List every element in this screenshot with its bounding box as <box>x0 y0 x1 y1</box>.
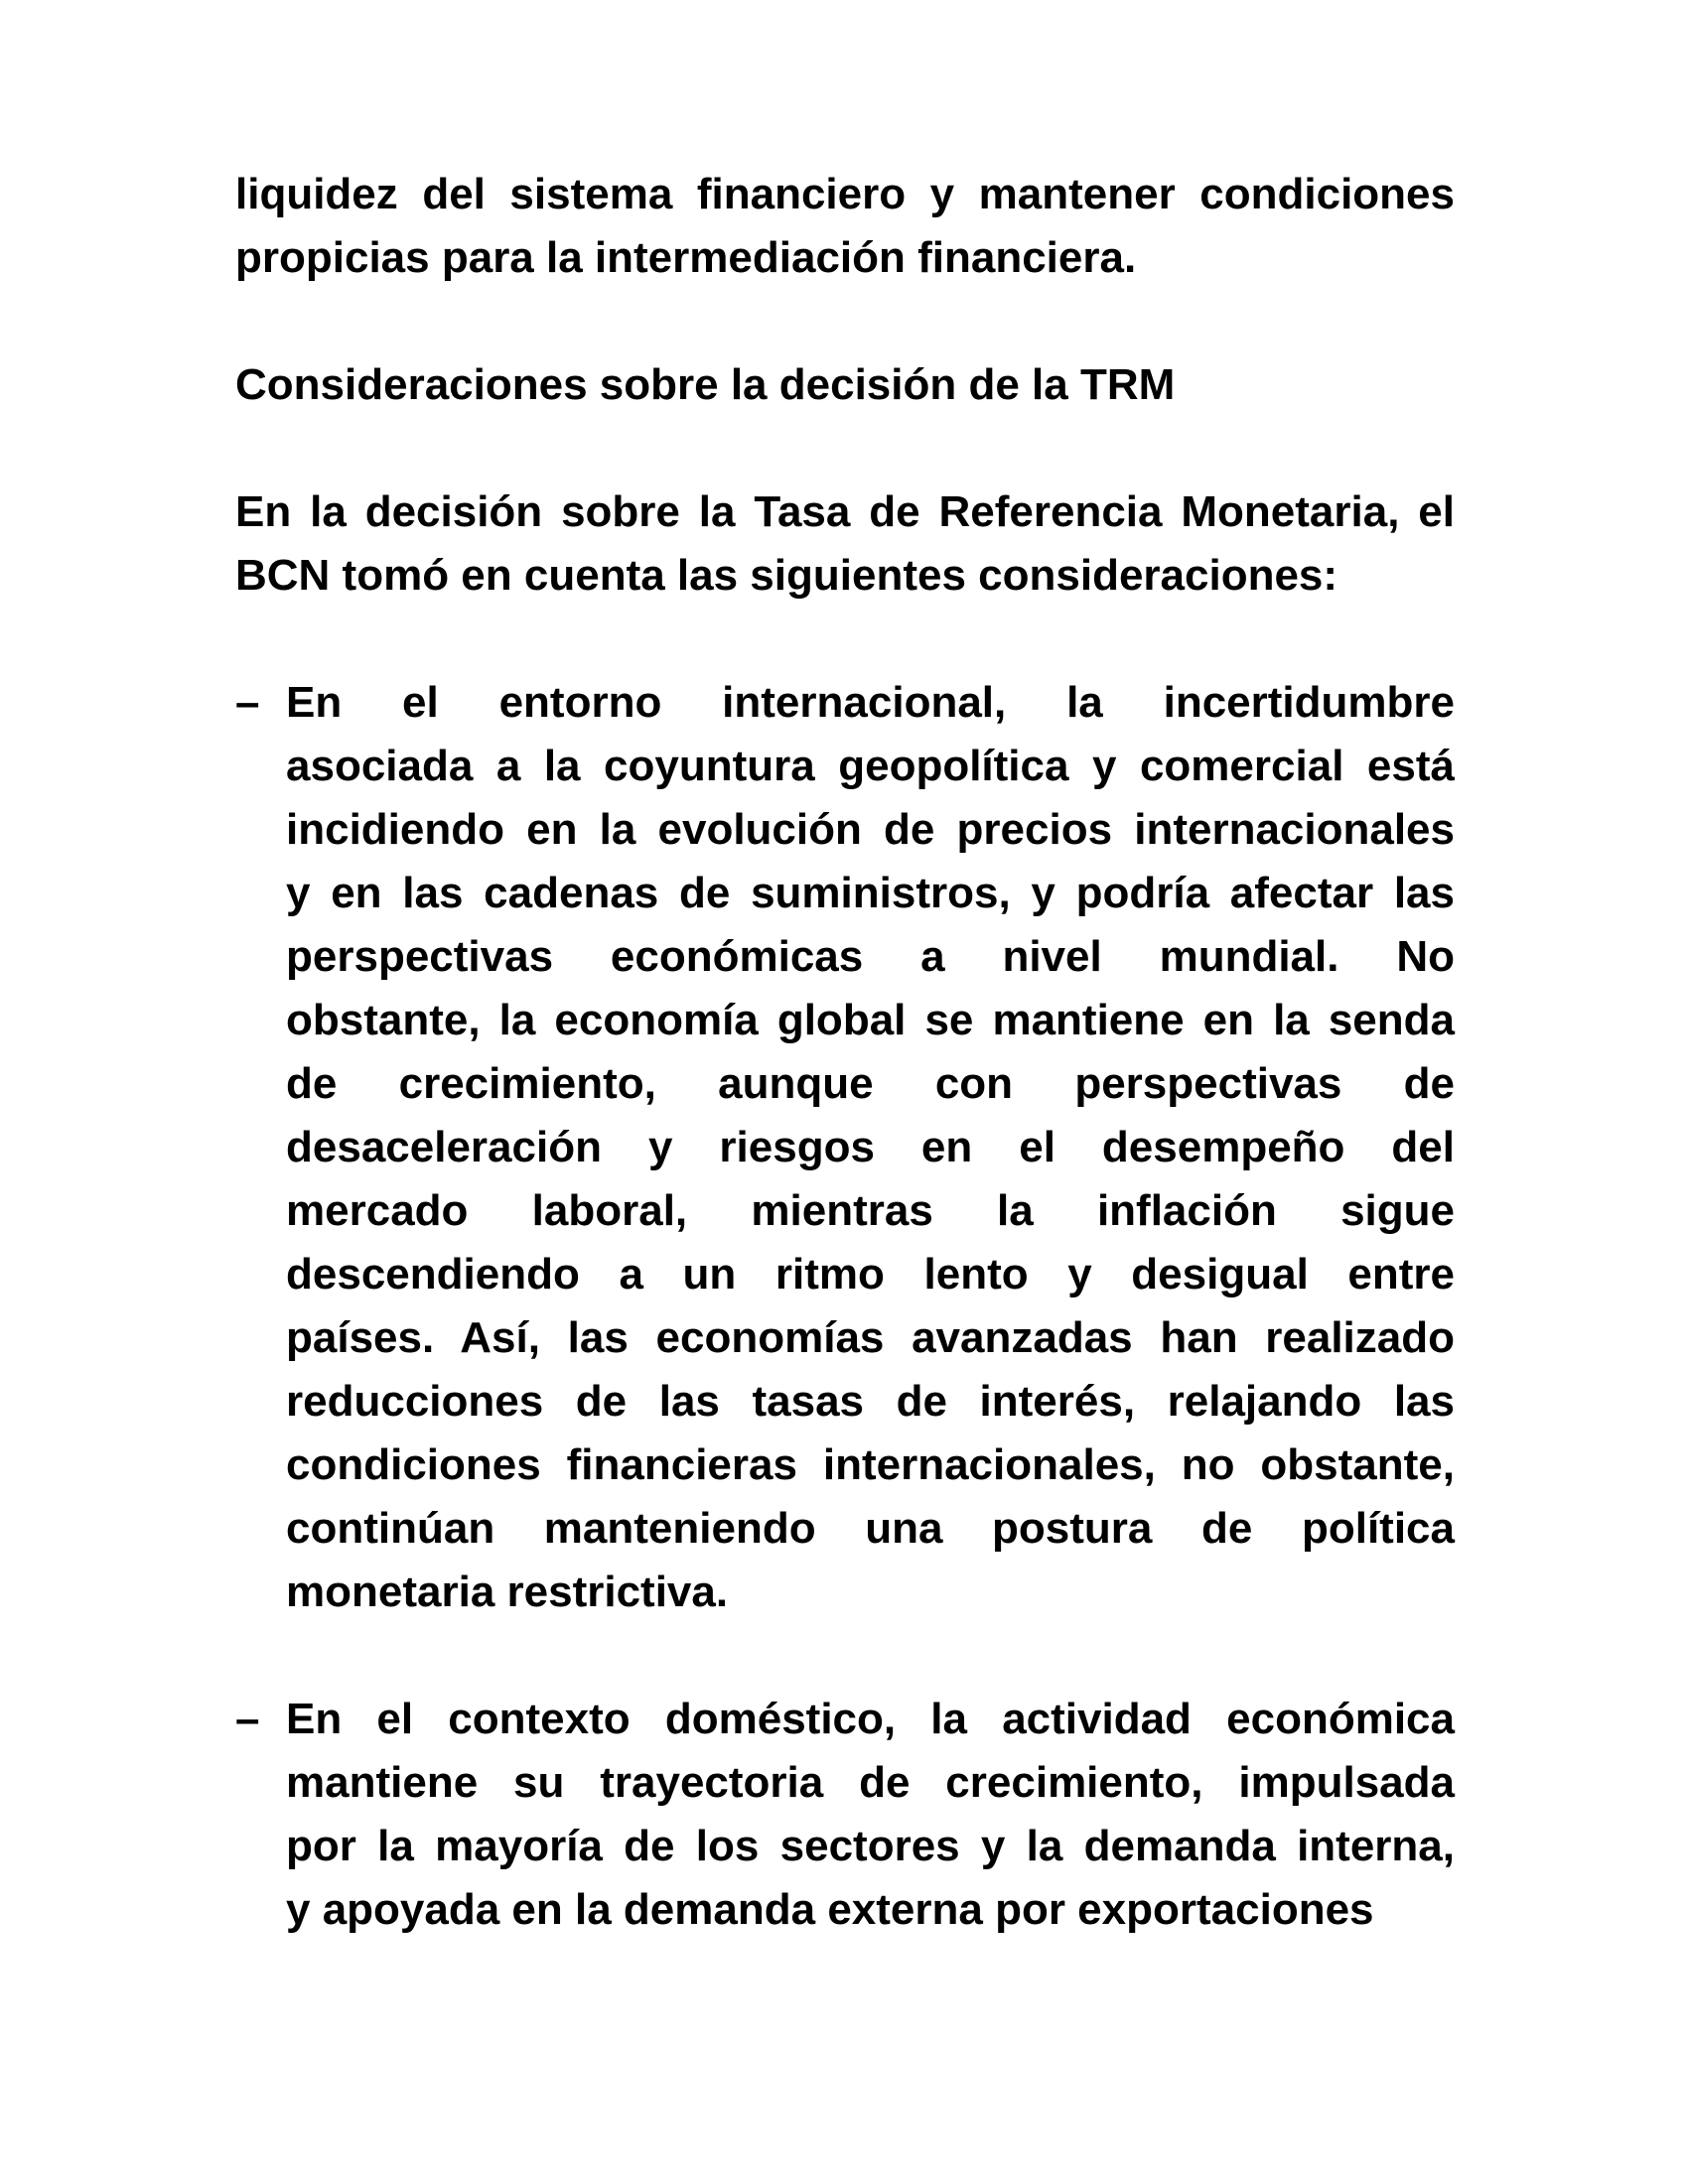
text-line: condiciones financieras internacionales, no obstante, <box>286 1440 1455 1489</box>
text-line: descendiendo a un ritmo lento y desigual entre <box>286 1250 1455 1298</box>
text-line: propicias para la intermediación financiera. <box>235 233 1137 282</box>
bullet-dash-marker: – <box>235 1695 260 1743</box>
text-line: mercado laboral, mientras la inflación sigue <box>286 1186 1455 1235</box>
text-line: y apoyada en la demanda externa por exportaciones <box>286 1885 1374 1934</box>
bullet-dash-marker: – <box>235 678 260 727</box>
text-line: Consideraciones sobre la decisión de la TRM <box>235 360 1176 409</box>
text-content <box>235 163 1455 2005</box>
paragraph <box>235 480 1455 608</box>
text-line: En el entorno internacional, la incertidumbre <box>286 678 1455 727</box>
text-line: monetaria restrictiva. <box>286 1568 729 1616</box>
text-line: mantiene su trayectoria de crecimiento, impulsada <box>286 1758 1455 1807</box>
text-line: liquidez del sistema financiero y mantener condiciones <box>235 170 1455 218</box>
text-line: reducciones de las tasas de interés, relajando las <box>286 1377 1455 1426</box>
text-line: incidiendo en la evolución de precios internacionales <box>286 805 1455 854</box>
bullet-item <box>235 671 1455 1624</box>
text-line: En el contexto doméstico, la actividad económica <box>286 1695 1455 1743</box>
text-line: países. Así, las economías avanzadas han realizado <box>286 1313 1455 1362</box>
paragraph <box>235 163 1455 290</box>
section-heading <box>235 353 1455 417</box>
text-line: de crecimiento, aunque con perspectivas de <box>286 1059 1455 1108</box>
text-line: y en las cadenas de suministros, y podría afectar las <box>286 869 1455 917</box>
text-line: BCN tomó en cuenta las siguientes consideraciones: <box>235 551 1338 600</box>
text-line: por la mayoría de los sectores y la demanda interna, <box>286 1822 1455 1870</box>
text-line: continúan manteniendo una postura de política <box>286 1504 1455 1553</box>
text-line: obstante, la economía global se mantiene en la senda <box>286 996 1455 1044</box>
text-line: asociada a la coyuntura geopolítica y comercial está <box>286 742 1455 790</box>
text-line: perspectivas económicas a nivel mundial. No <box>286 932 1455 981</box>
text-line: desaceleración y riesgos en el desempeño del <box>286 1123 1455 1171</box>
bullet-item <box>235 1688 1455 1942</box>
text-line: En la decisión sobre la Tasa de Referencia Monetaria, el <box>235 487 1455 536</box>
